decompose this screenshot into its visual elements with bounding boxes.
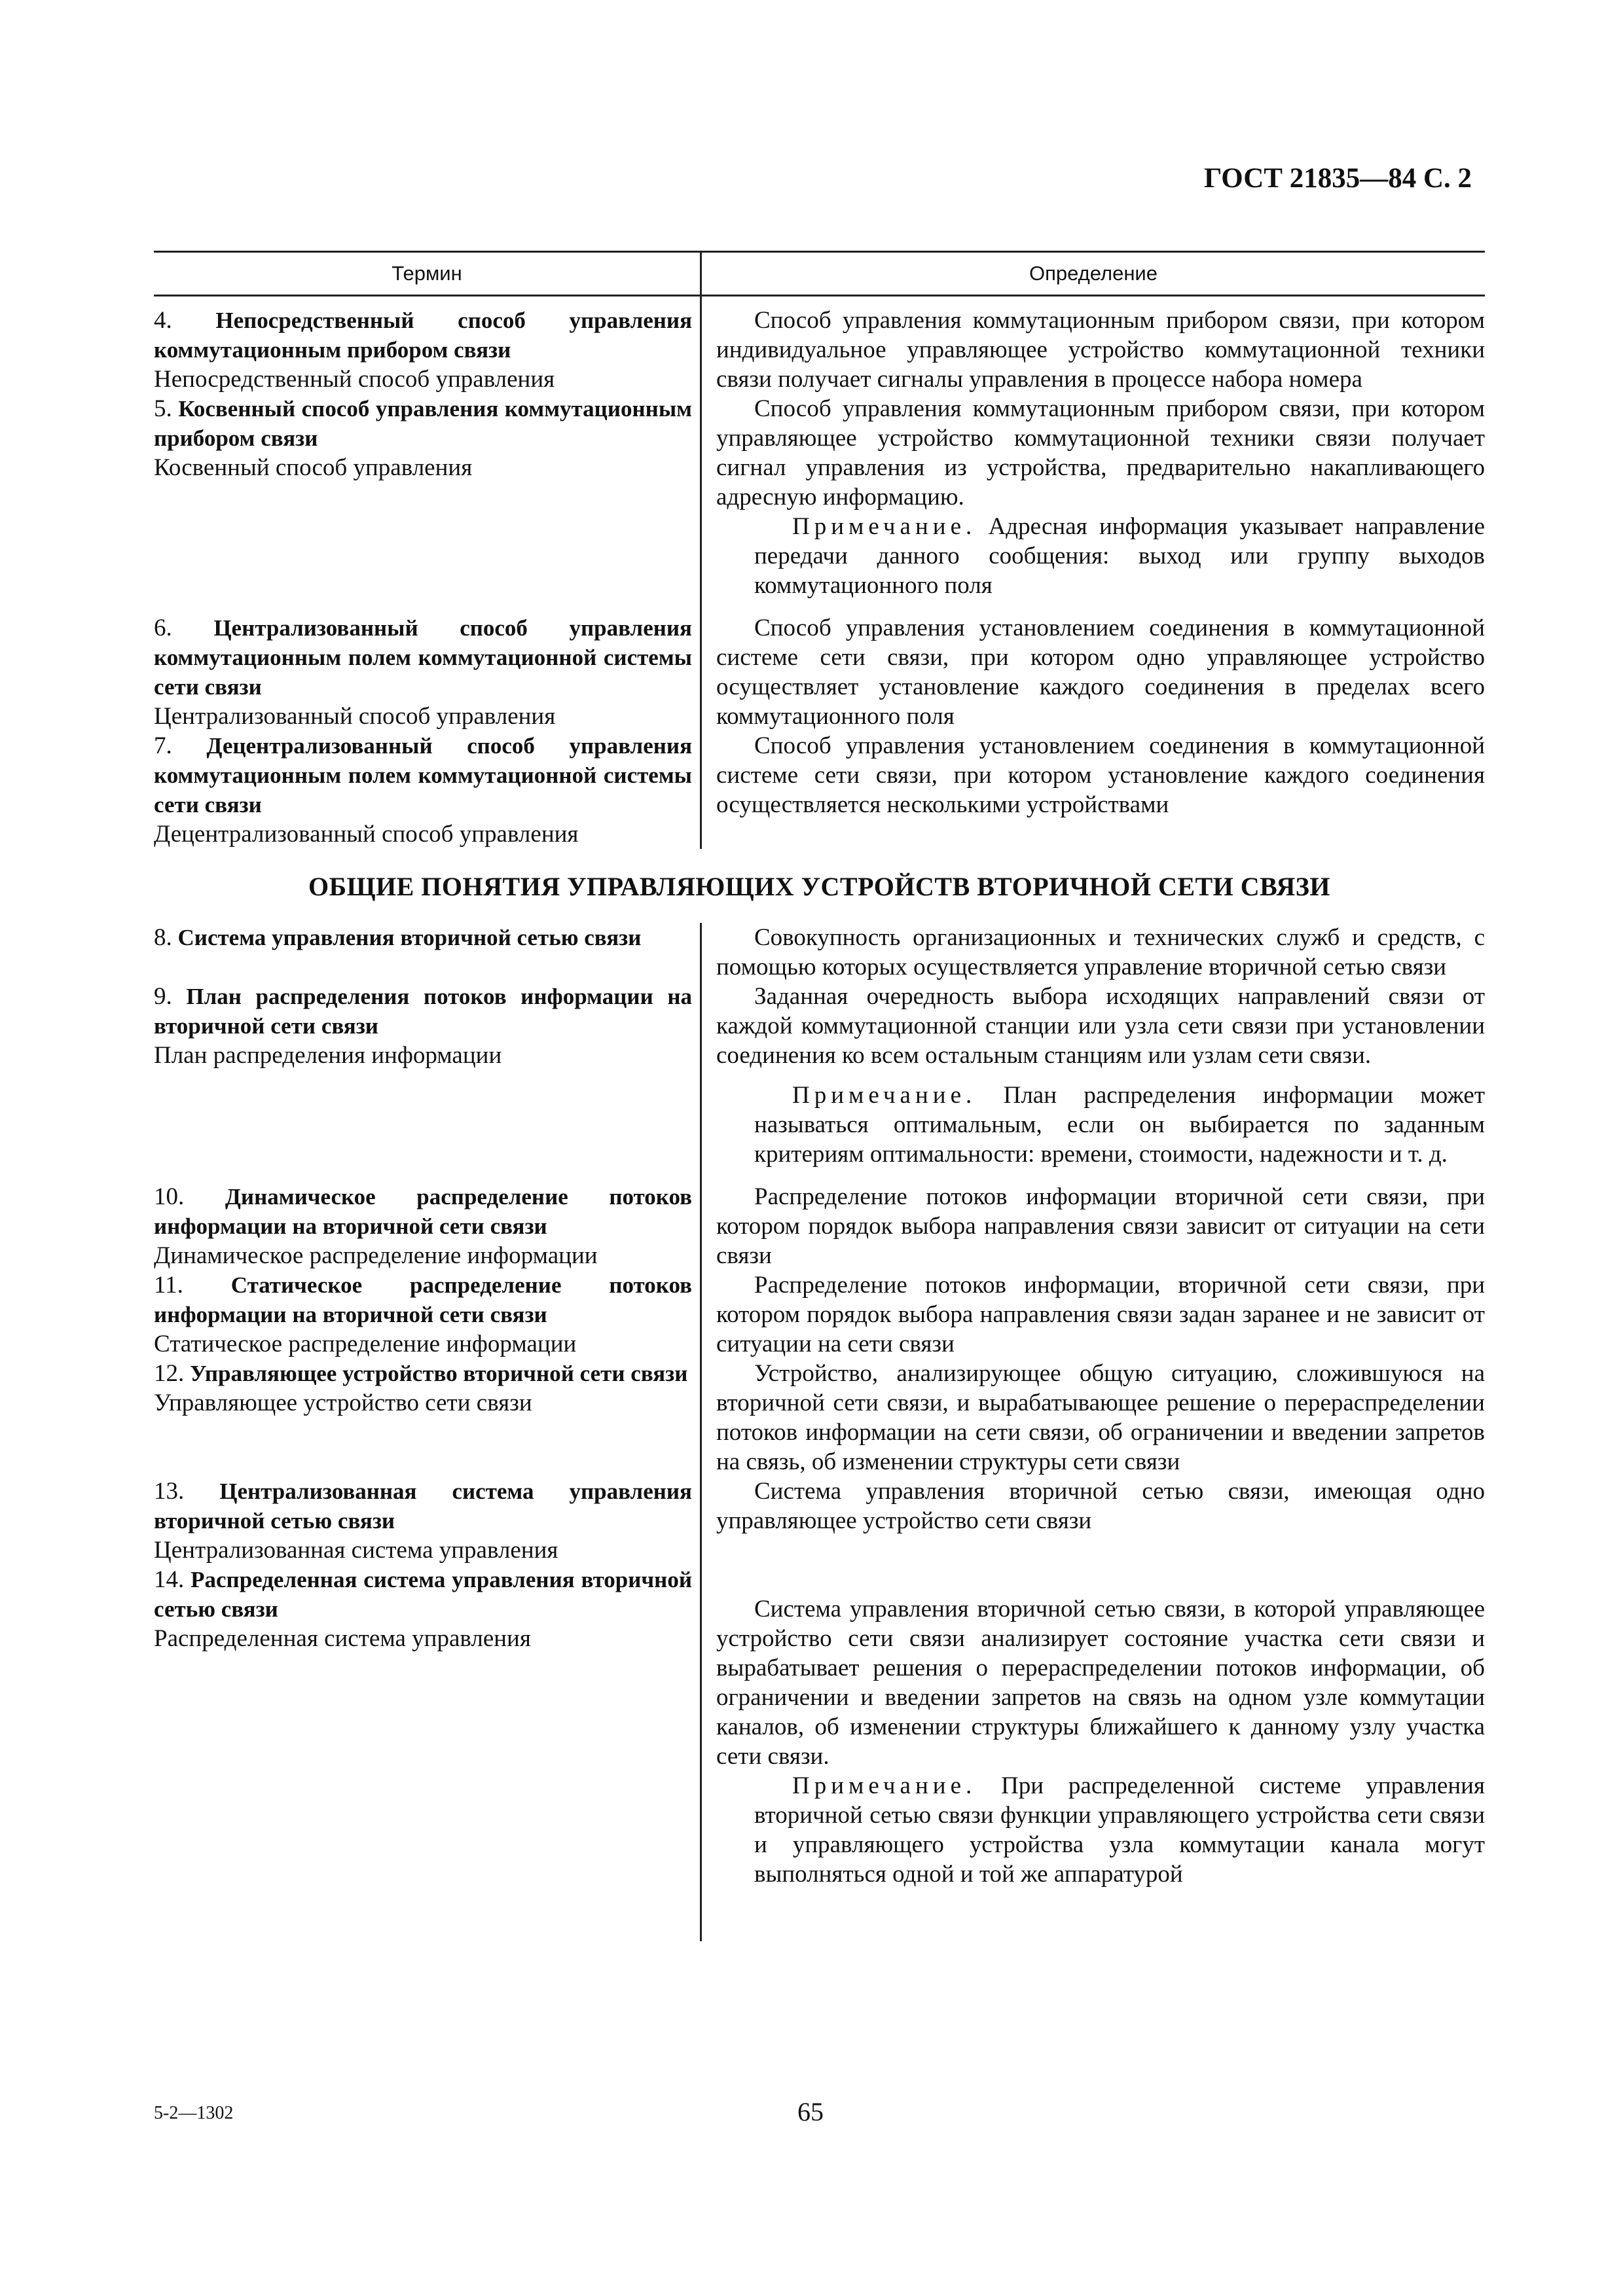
term-entry (154, 1182, 1485, 1270)
term-title: 11. Статическое распределение потоков информации на вторичной сети связи (154, 1272, 693, 1327)
term-title: 5. Косвенный способ управления коммутационным прибором связи (154, 395, 692, 451)
term-entry (154, 394, 1485, 613)
term-title: 14. Распределенная система управления вторичной сетью связи (154, 1566, 692, 1622)
term-definition: Система управления вторичной сетью связи, имеющая одно управляющее устройство сети связи (716, 1478, 1485, 1534)
page-number: 65 (797, 2097, 824, 2126)
term-definition: Способ управления коммутационным прибором связи, при котором управляющее устройство коммутационной техники связи получает сигнал управления из устройства, предварительно накапливающего адресную информацию. (716, 395, 1485, 511)
note-label: Примечание. (792, 1082, 977, 1109)
term-title: 9. План распределения потоков информации на вторичной сети связи (154, 983, 693, 1039)
section-title: ОБЩИЕ ПОНЯТИЯ УПРАВЛЯЮЩИХ УСТРОЙСТВ ВТОРИЧНОЙ СЕТИ СВЯЗИ (308, 872, 1330, 901)
term-entry (154, 923, 1485, 982)
term-short-form: Децентрализованный способ управления (154, 821, 579, 848)
term-title: 7. Децентрализованный способ управления коммутационным полем коммутационной системы сети связи (154, 732, 692, 817)
term-note: Примечание. План распределения информации может называться оптимальным, если он выбирается по заданным критериям оптимальности: времени, стоимости, надежности и т. д. (754, 1082, 1486, 1168)
term-definition: Способ управления установлением соединения в коммутационной системе сети связи, при котором одно управляющее устройство осуществляет установление каждого соединения в пределах всего коммутационного поля (716, 615, 1485, 730)
term-short-form: Косвенный способ управления (154, 454, 473, 481)
definition-column-header: Определение (700, 253, 1485, 295)
term-entry (154, 1270, 1485, 1359)
term-title: 8. Система управления вторичной сетью связи (154, 924, 642, 951)
term-short-form: Централизованный способ управления (154, 703, 556, 730)
table-column-header (154, 253, 1485, 295)
term-definition: Заданная очередность выбора исходящих направлений связи от каждой коммутационной станции или узла сети связи при установлении соединения ко всем остальным станциям или узлам сети связи. (716, 983, 1485, 1069)
term-column-header: Термин (392, 262, 462, 285)
terms-table (154, 251, 1485, 1941)
note-label: Примечание. (792, 513, 977, 540)
term-note: Примечание. Адресная информация указывает направление передачи данного сообщения: выход или группу выходов коммутационного поля (754, 513, 1485, 599)
note-label: Примечание. (792, 1772, 977, 1799)
term-entry (154, 1565, 1485, 1941)
term-entry (154, 1359, 1485, 1477)
term-entry (154, 1477, 1485, 1565)
term-short-form: Статическое распределение информации (154, 1331, 577, 1357)
term-short-form: Централизованная система управления (154, 1537, 558, 1564)
term-short-form: Управляющее устройство сети связи (154, 1390, 532, 1416)
term-entry (154, 613, 1485, 731)
term-definition: Способ управления коммутационным прибором связи, при котором индивидуальное управляющее устройство коммутационной техники связи получает сигналы управления в процессе набора номера (716, 307, 1485, 393)
term-title: 12. Управляющее устройство вторичной сети связи (154, 1360, 688, 1387)
term-entry (154, 731, 1485, 849)
term-short-form: Распределенная система управления (154, 1625, 531, 1652)
document-header: ГОСТ 21835—84 С. 2 (1203, 163, 1472, 194)
term-entry (154, 306, 1485, 394)
term-title: 6. Централизованный способ управления коммутационным полем коммутационной системы сети связи (154, 615, 692, 700)
term-title: 10. Динамическое распределение потоков информации на вторичной сети связи (154, 1183, 693, 1239)
term-entry (154, 982, 1485, 1182)
term-short-form: Непосредственный способ управления (154, 366, 555, 393)
term-title: 13. Централизованная система управления вторичной сетью связи (154, 1478, 692, 1534)
term-short-form: Динамическое распределение информации (154, 1242, 598, 1269)
term-definition: Система управления вторичной сетью связи, в которой управляющее устройство сети связи анализирует состояние участка сети связи и вырабатывает решения о перераспределении потоков информации, об ограничении и введении запретов на связь на одном узле коммутации каналов, об изменении структуры ближайшего к данному узлу участка сети связи. (716, 1596, 1485, 1770)
term-definition: Совокупность организационных и технических служб и средств, с помощью которых осуществляется управление вторичной сетью связи (716, 924, 1485, 980)
term-title: 4. Непосредственный способ управления коммутационным прибором связи (154, 307, 693, 363)
term-definition: Распределение потоков информации вторичной сети связи, при котором порядок выбора направления связи зависит от ситуации на сети связи (716, 1183, 1485, 1269)
term-short-form: План распределения информации (154, 1042, 502, 1069)
term-definition: Распределение потоков информации, вторичной сети связи, при котором порядок выбора направления связи задан заранее и не зависит от ситуации на сети связи (716, 1272, 1485, 1357)
term-note: Примечание. При распределенной системе управления вторичной сетью связи функции управляющего устройства сети связи и управляющего устройства узла коммутации канала могут выполняться одной и той же аппаратурой (754, 1772, 1485, 1888)
term-definition: Устройство, анализирующее общую ситуацию, сложившуюся на вторичной сети связи, и вырабатывающее решение о перераспределении потоков информации на сети связи, об ограничении и введении запретов на связь, об изменении структуры сети связи (716, 1360, 1485, 1475)
print-code: 5-2—1302 (154, 2103, 234, 2123)
term-definition: Способ управления установлением соединения в коммутационной системе сети связи, при котором установление каждого соединения осуществляется несколькими устройствами (716, 732, 1485, 818)
